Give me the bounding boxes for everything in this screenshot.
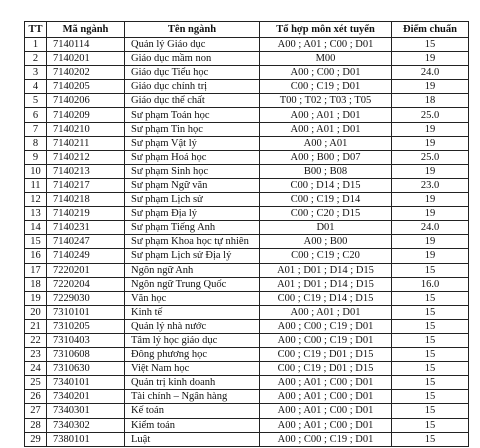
cell-diem-chuan: 15 <box>392 291 469 305</box>
cell-tt: 26 <box>25 390 47 404</box>
cell-tt: 15 <box>25 235 47 249</box>
cell-ma-nganh: 7140249 <box>47 249 125 263</box>
table-row <box>25 108 469 122</box>
cell-ma-nganh: 7340301 <box>47 404 125 418</box>
cell-tt: 17 <box>25 263 47 277</box>
cell-tt: 23 <box>25 348 47 362</box>
cell-ma-nganh: 7140213 <box>47 164 125 178</box>
cell-to-hop: A01 ; D01 ; D14 ; D15 <box>260 277 392 291</box>
cell-ma-nganh: 7310608 <box>47 348 125 362</box>
cell-to-hop: T00 ; T02 ; T03 ; T05 <box>260 94 392 108</box>
cell-ten-nganh: Sư phạm Lịch sử <box>125 193 260 207</box>
header-tt: TT <box>25 22 47 38</box>
cell-to-hop: A00 ; A01 ; C00 ; D01 <box>260 418 392 432</box>
cell-to-hop: A00 ; B00 <box>260 235 392 249</box>
cell-ten-nganh: Giáo dục chính trị <box>125 80 260 94</box>
cell-ten-nganh: Sư phạm Hoá học <box>125 150 260 164</box>
cell-to-hop: M00 <box>260 52 392 66</box>
table-row <box>25 362 469 376</box>
header-diem-chuan: Điểm chuẩn <box>392 22 469 38</box>
header-to-hop: Tổ hợp môn xét tuyển <box>260 22 392 38</box>
cell-tt: 25 <box>25 376 47 390</box>
table-row <box>25 150 469 164</box>
table-header-row <box>25 22 469 38</box>
table-row <box>25 235 469 249</box>
cell-tt: 13 <box>25 207 47 221</box>
cell-tt: 16 <box>25 249 47 263</box>
table-row <box>25 207 469 221</box>
cell-ten-nganh: Sư phạm Tin học <box>125 122 260 136</box>
cell-ma-nganh: 7140231 <box>47 221 125 235</box>
cell-ma-nganh: 7140202 <box>47 66 125 80</box>
cell-ma-nganh: 7140217 <box>47 178 125 192</box>
header-ma-nganh: Mã ngành <box>47 22 125 38</box>
cell-tt: 24 <box>25 362 47 376</box>
cell-diem-chuan: 16.0 <box>392 277 469 291</box>
cell-tt: 4 <box>25 80 47 94</box>
cell-diem-chuan: 15 <box>392 390 469 404</box>
cell-ten-nganh: Quản lý nhà nước <box>125 319 260 333</box>
cell-ma-nganh: 7310630 <box>47 362 125 376</box>
cell-tt: 18 <box>25 277 47 291</box>
cell-tt: 20 <box>25 305 47 319</box>
cell-tt: 21 <box>25 319 47 333</box>
cell-to-hop: C00 ; D14 ; D15 <box>260 178 392 192</box>
table-row <box>25 66 469 80</box>
cell-tt: 11 <box>25 178 47 192</box>
table-row <box>25 432 469 446</box>
table-row <box>25 178 469 192</box>
cell-to-hop: A00 ; C00 ; C19 ; D01 <box>260 333 392 347</box>
cell-to-hop: A00 ; A01 ; C00 ; D01 <box>260 404 392 418</box>
cell-diem-chuan: 19 <box>392 235 469 249</box>
cell-diem-chuan: 15 <box>392 432 469 446</box>
cell-ten-nganh: Quản lý Giáo dục <box>125 38 260 52</box>
cell-diem-chuan: 15 <box>392 362 469 376</box>
cell-to-hop: C00 ; C20 ; D15 <box>260 207 392 221</box>
table-row <box>25 418 469 432</box>
table-row <box>25 291 469 305</box>
cell-tt: 1 <box>25 38 47 52</box>
cell-ten-nganh: Sư phạm Lịch sử Địa lý <box>125 249 260 263</box>
cell-tt: 28 <box>25 418 47 432</box>
cell-to-hop: A00 ; B00 ; D07 <box>260 150 392 164</box>
cell-tt: 6 <box>25 108 47 122</box>
table-row <box>25 333 469 347</box>
admission-scores-document <box>24 21 468 447</box>
cell-ten-nganh: Quản trị kinh doanh <box>125 376 260 390</box>
cell-to-hop: A01 ; D01 ; D14 ; D15 <box>260 263 392 277</box>
cell-ten-nganh: Giáo dục Tiểu học <box>125 66 260 80</box>
cell-ma-nganh: 7310101 <box>47 305 125 319</box>
cell-ma-nganh: 7140206 <box>47 94 125 108</box>
cell-ma-nganh: 7140219 <box>47 207 125 221</box>
cell-ma-nganh: 7229030 <box>47 291 125 305</box>
cell-ma-nganh: 7140218 <box>47 193 125 207</box>
cell-to-hop: C00 ; C19 ; D01 ; D15 <box>260 348 392 362</box>
cell-tt: 27 <box>25 404 47 418</box>
cell-diem-chuan: 15 <box>392 319 469 333</box>
cell-ten-nganh: Sư phạm Toán học <box>125 108 260 122</box>
cell-to-hop: A00 ; A01 ; D01 <box>260 108 392 122</box>
cell-tt: 29 <box>25 432 47 446</box>
cell-diem-chuan: 25.0 <box>392 108 469 122</box>
cell-diem-chuan: 19 <box>392 136 469 150</box>
cell-ma-nganh: 7340302 <box>47 418 125 432</box>
cell-diem-chuan: 19 <box>392 164 469 178</box>
cell-to-hop: A00 ; C00 ; C19 ; D01 <box>260 319 392 333</box>
cell-to-hop: C00 ; C19 ; D01 ; D15 <box>260 362 392 376</box>
cell-to-hop: A00 ; A01 ; D01 <box>260 122 392 136</box>
cell-ten-nganh: Giáo dục thể chất <box>125 94 260 108</box>
cell-to-hop: C00 ; C19 ; D14 ; D15 <box>260 291 392 305</box>
cell-ma-nganh: 7140212 <box>47 150 125 164</box>
table-row <box>25 193 469 207</box>
cell-ten-nganh: Sư phạm Địa lý <box>125 207 260 221</box>
cell-ten-nganh: Tâm lý học giáo dục <box>125 333 260 347</box>
table-row <box>25 404 469 418</box>
table-row <box>25 249 469 263</box>
cell-diem-chuan: 19 <box>392 207 469 221</box>
cell-ten-nganh: Luật <box>125 432 260 446</box>
table-row <box>25 319 469 333</box>
cell-diem-chuan: 15 <box>392 333 469 347</box>
cell-ten-nganh: Ngôn ngữ Trung Quốc <box>125 277 260 291</box>
cell-ten-nganh: Văn học <box>125 291 260 305</box>
cell-ten-nganh: Sư phạm Khoa học tự nhiên <box>125 235 260 249</box>
cell-ma-nganh: 7140209 <box>47 108 125 122</box>
cell-ma-nganh: 7220204 <box>47 277 125 291</box>
table-row <box>25 390 469 404</box>
cell-ma-nganh: 7140201 <box>47 52 125 66</box>
cell-ma-nganh: 7140210 <box>47 122 125 136</box>
table-row <box>25 305 469 319</box>
cell-ten-nganh: Ngôn ngữ Anh <box>125 263 260 277</box>
cell-tt: 5 <box>25 94 47 108</box>
cell-ma-nganh: 7340101 <box>47 376 125 390</box>
cell-tt: 22 <box>25 333 47 347</box>
cell-diem-chuan: 19 <box>392 80 469 94</box>
table-row <box>25 52 469 66</box>
cell-tt: 19 <box>25 291 47 305</box>
cell-ma-nganh: 7140247 <box>47 235 125 249</box>
cell-diem-chuan: 15 <box>392 305 469 319</box>
cell-diem-chuan: 15 <box>392 263 469 277</box>
cell-ten-nganh: Việt Nam học <box>125 362 260 376</box>
cell-diem-chuan: 24.0 <box>392 221 469 235</box>
cell-tt: 14 <box>25 221 47 235</box>
cell-ten-nganh: Kiểm toán <box>125 418 260 432</box>
cell-tt: 9 <box>25 150 47 164</box>
cell-to-hop: A00 ; A01 ; C00 ; D01 <box>260 376 392 390</box>
cell-ma-nganh: 7140205 <box>47 80 125 94</box>
cell-ten-nganh: Sư phạm Vật lý <box>125 136 260 150</box>
table-row <box>25 94 469 108</box>
table-row <box>25 348 469 362</box>
cell-ten-nganh: Kế toán <box>125 404 260 418</box>
cell-ma-nganh: 7140114 <box>47 38 125 52</box>
cell-to-hop: A00 ; C00 ; D01 <box>260 66 392 80</box>
cell-to-hop: C00 ; C19 ; C20 <box>260 249 392 263</box>
cell-diem-chuan: 15 <box>392 38 469 52</box>
cell-diem-chuan: 24.0 <box>392 66 469 80</box>
cell-ten-nganh: Tài chính – Ngân hàng <box>125 390 260 404</box>
cell-ma-nganh: 7220201 <box>47 263 125 277</box>
cell-ten-nganh: Sư phạm Ngữ văn <box>125 178 260 192</box>
cell-diem-chuan: 25.0 <box>392 150 469 164</box>
cell-to-hop: A00 ; A01 <box>260 136 392 150</box>
cell-to-hop: D01 <box>260 221 392 235</box>
cell-ten-nganh: Sư phạm Sinh học <box>125 164 260 178</box>
cell-ten-nganh: Kinh tế <box>125 305 260 319</box>
cell-to-hop: B00 ; B08 <box>260 164 392 178</box>
cell-ten-nganh: Đông phương học <box>125 348 260 362</box>
cell-to-hop: A00 ; A01 ; C00 ; D01 <box>260 38 392 52</box>
cell-to-hop: C00 ; C19 ; D14 <box>260 193 392 207</box>
cell-diem-chuan: 15 <box>392 404 469 418</box>
table-row <box>25 122 469 136</box>
cell-ma-nganh: 7140211 <box>47 136 125 150</box>
cell-tt: 10 <box>25 164 47 178</box>
header-ten-nganh: Tên ngành <box>125 22 260 38</box>
cell-diem-chuan: 23.0 <box>392 178 469 192</box>
table-row <box>25 221 469 235</box>
cell-ten-nganh: Sư phạm Tiếng Anh <box>125 221 260 235</box>
cell-diem-chuan: 15 <box>392 376 469 390</box>
cell-diem-chuan: 19 <box>392 193 469 207</box>
cell-tt: 7 <box>25 122 47 136</box>
cell-diem-chuan: 19 <box>392 249 469 263</box>
cell-diem-chuan: 19 <box>392 52 469 66</box>
cell-to-hop: C00 ; C19 ; D01 <box>260 80 392 94</box>
cell-diem-chuan: 15 <box>392 418 469 432</box>
cell-diem-chuan: 19 <box>392 122 469 136</box>
table-row <box>25 80 469 94</box>
cell-diem-chuan: 15 <box>392 348 469 362</box>
cell-ma-nganh: 7310205 <box>47 319 125 333</box>
cell-ma-nganh: 7380101 <box>47 432 125 446</box>
table-row <box>25 164 469 178</box>
table-row <box>25 277 469 291</box>
cell-ten-nganh: Giáo dục mầm non <box>125 52 260 66</box>
table-row <box>25 376 469 390</box>
table-body <box>25 38 469 447</box>
admission-scores-table <box>24 21 469 447</box>
cell-to-hop: A00 ; C00 ; C19 ; D01 <box>260 432 392 446</box>
table-row <box>25 38 469 52</box>
table-row <box>25 136 469 150</box>
table-row <box>25 263 469 277</box>
cell-diem-chuan: 18 <box>392 94 469 108</box>
cell-ma-nganh: 7340201 <box>47 390 125 404</box>
cell-tt: 8 <box>25 136 47 150</box>
cell-tt: 2 <box>25 52 47 66</box>
cell-tt: 3 <box>25 66 47 80</box>
cell-to-hop: A00 ; A01 ; C00 ; D01 <box>260 390 392 404</box>
cell-to-hop: A00 ; A01 ; D01 <box>260 305 392 319</box>
cell-tt: 12 <box>25 193 47 207</box>
cell-ma-nganh: 7310403 <box>47 333 125 347</box>
